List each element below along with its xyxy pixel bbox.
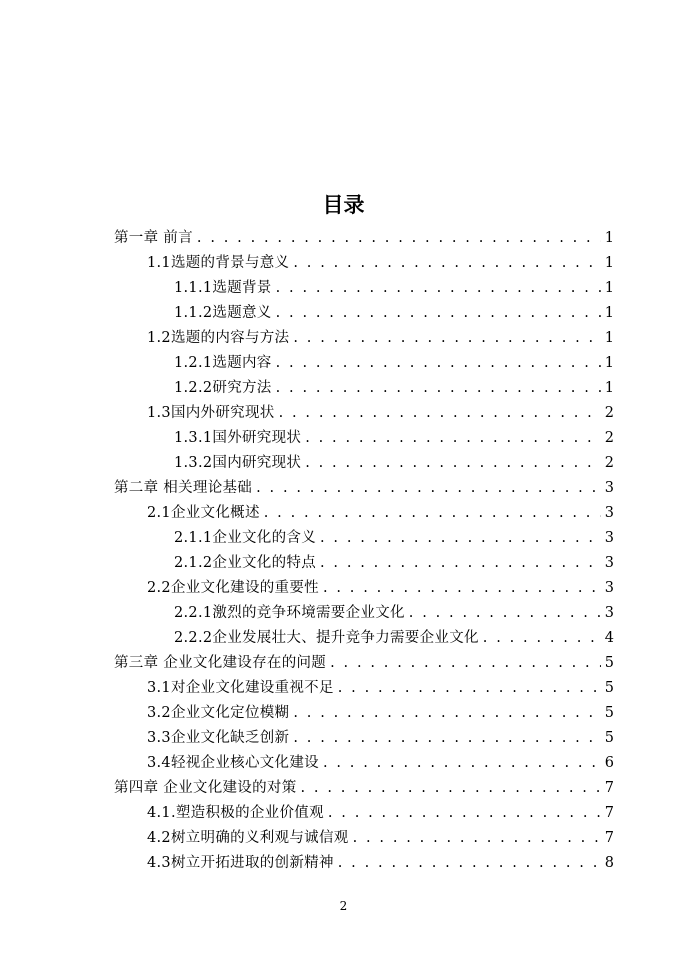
dot-leader xyxy=(197,226,601,251)
dot-leader xyxy=(276,351,601,376)
toc-entry[interactable] xyxy=(114,526,614,551)
toc-entry[interactable] xyxy=(114,476,614,501)
dot-leader xyxy=(256,476,601,501)
toc-entry[interactable] xyxy=(114,826,614,851)
toc-entry-label: 2.1.1企业文化的含义 xyxy=(174,530,316,546)
toc-entry-label: 1.1.2选题意义 xyxy=(174,305,272,321)
toc-entry-page: 1 xyxy=(604,355,614,371)
toc-entry-page: 1 xyxy=(604,280,614,296)
toc-entry-page: 3 xyxy=(604,480,614,496)
dot-leader xyxy=(320,551,601,576)
dot-leader xyxy=(293,701,600,726)
toc-entry[interactable] xyxy=(114,551,614,576)
toc-entry[interactable] xyxy=(114,301,614,326)
dot-leader xyxy=(305,451,601,476)
toc-entry-page: 1 xyxy=(604,330,614,346)
toc-entry-page: 1 xyxy=(604,305,614,321)
toc-entry[interactable] xyxy=(114,326,614,351)
dot-leader xyxy=(276,376,601,401)
toc-entry-label: 2.2.1激烈的竞争环境需要企业文化 xyxy=(174,605,405,621)
toc-entry-label: 4.3树立开拓进取的创新精神 xyxy=(147,855,334,871)
toc-entry-page: 5 xyxy=(604,680,614,696)
toc-entry-page: 2 xyxy=(604,455,614,471)
dot-leader xyxy=(305,426,601,451)
toc-entry-label: 第一章 前言 xyxy=(114,230,193,246)
toc-entry[interactable] xyxy=(114,801,614,826)
toc-entry-page: 3 xyxy=(604,580,614,596)
toc-entry-page: 5 xyxy=(604,730,614,746)
toc-entry-page: 7 xyxy=(604,830,614,846)
dot-leader xyxy=(409,601,601,626)
toc-entry[interactable] xyxy=(114,226,614,251)
toc-entry-label: 2.2.2企业发展壮大、提升竞争力需要企业文化 xyxy=(174,630,479,646)
toc-entry-page: 2 xyxy=(604,430,614,446)
dot-leader xyxy=(264,501,601,526)
page-title: 目录 xyxy=(322,193,365,217)
toc-entry[interactable] xyxy=(114,701,614,726)
dot-leader xyxy=(483,626,601,651)
toc-entry[interactable] xyxy=(114,751,614,776)
toc-entry-page: 5 xyxy=(604,655,614,671)
toc-entry-page: 2 xyxy=(604,405,614,421)
toc-entry[interactable] xyxy=(114,776,614,801)
dot-leader xyxy=(276,276,601,301)
toc-entry-label: 4.1.塑造积极的企业价值观 xyxy=(147,805,324,821)
toc-entry[interactable] xyxy=(114,426,614,451)
toc-entry[interactable] xyxy=(114,626,614,651)
toc-entry[interactable] xyxy=(114,676,614,701)
toc-entry[interactable] xyxy=(114,501,614,526)
toc-entry-page: 4 xyxy=(604,630,614,646)
toc-entry[interactable] xyxy=(114,376,614,401)
page-number-footer: 2 xyxy=(339,899,348,913)
toc-entry-label: 1.3国内外研究现状 xyxy=(147,405,275,421)
toc-entry-label: 第三章 企业文化建设存在的问题 xyxy=(114,655,327,671)
dot-leader xyxy=(338,676,601,701)
toc-entry[interactable] xyxy=(114,276,614,301)
toc-entry-label: 3.2企业文化定位模糊 xyxy=(147,705,290,721)
dot-leader xyxy=(293,251,600,276)
toc-entry-label: 1.2.2研究方法 xyxy=(174,380,272,396)
toc-entry[interactable] xyxy=(114,651,614,676)
table-of-contents xyxy=(114,226,614,876)
toc-entry-label: 3.1对企业文化建设重视不足 xyxy=(147,680,334,696)
dot-leader xyxy=(320,526,601,551)
toc-entry[interactable] xyxy=(114,451,614,476)
toc-entry-label: 第四章 企业文化建设的对策 xyxy=(114,780,297,796)
toc-entry-page: 1 xyxy=(604,255,614,271)
toc-entry-page: 3 xyxy=(604,505,614,521)
toc-entry-label: 1.3.2国内研究现状 xyxy=(174,455,302,471)
toc-entry-label: 2.1.2企业文化的特点 xyxy=(174,555,316,571)
dot-leader xyxy=(323,576,601,601)
toc-entry-label: 1.3.1国外研究现状 xyxy=(174,430,302,446)
dot-leader xyxy=(328,801,601,826)
toc-entry-page: 1 xyxy=(604,380,614,396)
toc-entry-label: 1.1.1选题背景 xyxy=(174,280,272,296)
toc-entry[interactable] xyxy=(114,351,614,376)
toc-entry[interactable] xyxy=(114,576,614,601)
dot-leader xyxy=(338,851,601,876)
toc-entry-page: 7 xyxy=(604,780,614,796)
toc-entry-page: 5 xyxy=(604,705,614,721)
dot-leader xyxy=(276,301,601,326)
dot-leader xyxy=(279,401,601,426)
toc-entry[interactable] xyxy=(114,851,614,876)
dot-leader xyxy=(330,651,601,676)
dot-leader xyxy=(353,826,601,851)
dot-leader xyxy=(323,751,601,776)
toc-entry[interactable] xyxy=(114,726,614,751)
toc-entry-page: 3 xyxy=(604,530,614,546)
toc-entry-label: 4.2树立明确的义利观与诚信观 xyxy=(147,830,349,846)
toc-entry-label: 2.2企业文化建设的重要性 xyxy=(147,580,319,596)
toc-entry-page: 1 xyxy=(604,230,614,246)
toc-entry-page: 8 xyxy=(604,855,614,871)
toc-entry-page: 7 xyxy=(604,805,614,821)
toc-entry[interactable] xyxy=(114,251,614,276)
toc-entry-label: 第二章 相关理论基础 xyxy=(114,480,253,496)
toc-entry-label: 1.2选题的内容与方法 xyxy=(147,330,290,346)
toc-entry-page: 3 xyxy=(604,555,614,571)
toc-entry-page: 6 xyxy=(604,755,614,771)
toc-entry[interactable] xyxy=(114,401,614,426)
dot-leader xyxy=(301,776,601,801)
toc-entry-label: 3.4轻视企业核心文化建设 xyxy=(147,755,319,771)
dot-leader xyxy=(293,326,600,351)
toc-entry-page: 3 xyxy=(604,605,614,621)
toc-entry[interactable] xyxy=(114,601,614,626)
dot-leader xyxy=(293,726,600,751)
toc-entry-label: 1.1选题的背景与意义 xyxy=(147,255,290,271)
toc-entry-label: 2.1企业文化概述 xyxy=(147,505,260,521)
toc-entry-label: 1.2.1选题内容 xyxy=(174,355,272,371)
toc-entry-label: 3.3企业文化缺乏创新 xyxy=(147,730,290,746)
